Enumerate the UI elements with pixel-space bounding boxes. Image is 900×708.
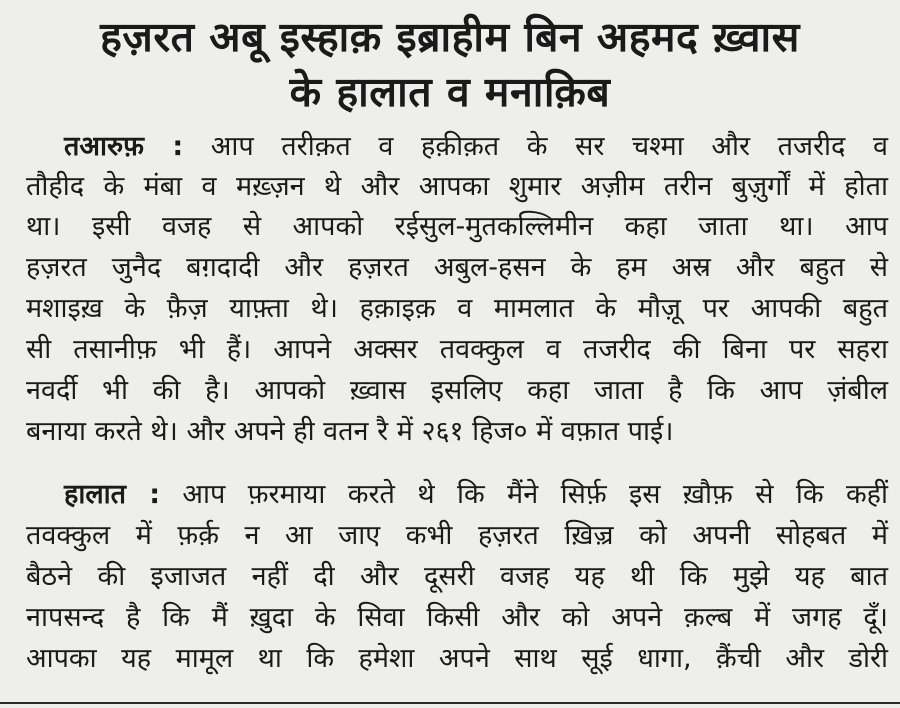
paragraph-line: नवर्दी भी की है। आपको ख़्वास इसलिए कहा जाता है कि आप ज़ंबील: [26, 375, 888, 406]
bottom-rule-divider: [0, 702, 900, 704]
paragraph-line: आपका यह मामूल था कि हमेशा अपने साथ सूई धागा, क़ैंची और डोरी: [26, 643, 888, 674]
paragraph-line: तौहीद के मंबा व मख़्ज़न थे और आपका शुमार अज़ीम तरीन बुज़ुर्गों में होता: [26, 171, 888, 202]
paragraph-line: बनाया करते थे। और अपने ही वतन रै में २६१ हिज० में वफ़ात पाई।: [26, 416, 674, 447]
paragraph-line: था। इसी वजह से आपको रईसुल-मुतकल्लिमीन कहा जाता था। आप: [26, 211, 888, 242]
page-title-line-1: हज़रत अबू इस्हाक़ इब्राहीम बिन अहमद ख़्वास: [100, 13, 800, 61]
paragraph-line: मशाइख़ के फ़ैज़ याफ़्ता थे। हक़ाइक़ व मामलात के मौज़ू पर आपकी बहुत: [26, 293, 888, 324]
paragraph-line: नापसन्द है कि मैं ख़ुदा के सिवा किसी और को अपने क़ल्ब में जगह दूँ।: [26, 602, 888, 633]
section-intro-label: तआरुफ़ :: [64, 131, 184, 162]
section-intro-first-line: [64, 127, 888, 167]
paragraph-line: सी तसानीफ़ भी हैं। आपने अक्सर तवक्कुल व तजरीद की बिना पर सहरा: [26, 334, 888, 365]
section-halaat-first-line: [64, 475, 888, 515]
page-title-line-2: के हालात व मनाक़िब: [289, 68, 611, 116]
section-halaat-label: हालात :: [64, 479, 161, 510]
paragraph-line: बैठने की इजाजत नहीं दी और दूसरी वजह यह थी कि मुझे यह बात: [26, 561, 888, 592]
section-intro-first-line-text: आप तरीक़त व हक़ीक़त के सर चश्मा और तजरीद व: [183, 131, 888, 162]
paragraph-line: तवक्कुल में फ़र्क़ न आ जाए कभी हज़रत ख़िज़्र को अपनी सोहबत में: [26, 520, 888, 551]
paragraph-line: हज़रत जुनैद बग़दादी और हज़रत अबुल-हसन के हम अस्र और बहुत से: [26, 252, 888, 283]
section-halaat-first-line-text: आप फ़रमाया करते थे कि मैंने सिर्फ़ इस ख़ौफ़ से कि कहीं: [160, 479, 889, 510]
